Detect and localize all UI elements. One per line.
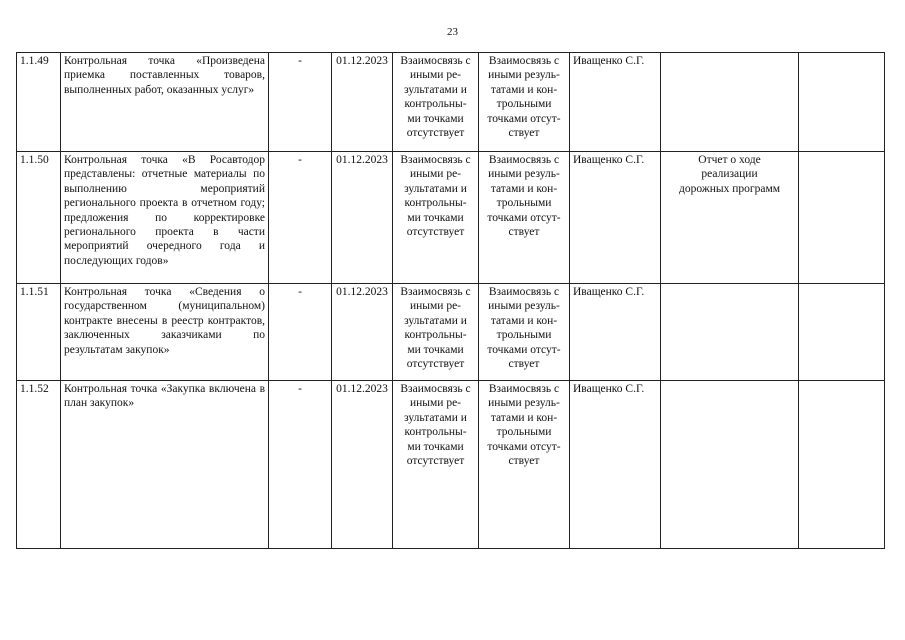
relation-results-cell: Взаимосвязь с иными ре- зультатами и контрольны- ми точками отсутствует — [393, 53, 479, 152]
relation-points-cell: Взаимосвязь с иными резуль- татами и кон- трольными точками отсут- ствует — [479, 284, 570, 381]
relation-results-cell: Взаимосвязь с иными ре- зультатами и контрольны- ми точками отсутствует — [393, 381, 479, 549]
control-point-name: Контрольная точка «Произведена приемка поставленных товаров, выполненных работ, оказанных услуг» — [61, 53, 269, 152]
row-number: 1.1.50 — [17, 152, 61, 284]
relation-results-cell: Взаимосвязь с иными ре- зультатами и контрольны- ми точками отсутствует — [393, 152, 479, 284]
document-cell — [661, 53, 799, 152]
table-row — [17, 152, 885, 284]
responsible-cell: Иващенко С.Г. — [570, 152, 661, 284]
row-number: 1.1.51 — [17, 284, 61, 381]
row-number: 1.1.52 — [17, 381, 61, 549]
table-row — [17, 381, 885, 549]
responsible-cell: Иващенко С.Г. — [570, 284, 661, 381]
responsible-cell: Иващенко С.Г. — [570, 53, 661, 152]
table-row — [17, 53, 885, 152]
document-cell: Отчет о ходе реализации дорожных программ — [661, 152, 799, 284]
control-point-name: Контрольная точка «В Росавтодор представлены: отчетные материалы по выполнению мероприятий регионального проекта в отчетном году; предложения по корректировке регионального проекта в части мероприятий очередного года и последующих годов» — [61, 152, 269, 284]
date-cell: 01.12.2023 — [332, 53, 393, 152]
date-cell: 01.12.2023 — [332, 381, 393, 549]
empty-cell — [799, 284, 885, 381]
document-cell — [661, 284, 799, 381]
relation-points-cell: Взаимосвязь с иными резуль- татами и кон- трольными точками отсут- ствует — [479, 152, 570, 284]
empty-cell — [799, 53, 885, 152]
dash-cell: - — [269, 381, 332, 549]
dash-cell: - — [269, 284, 332, 381]
dash-cell: - — [269, 152, 332, 284]
dash-cell: - — [269, 53, 332, 152]
control-point-name: Контрольная точка «Сведения о государственном (муниципальном) контракте внесены в реестр контрактов, заключенных заказчиками по результатам закупок» — [61, 284, 269, 381]
empty-cell — [799, 381, 885, 549]
relation-points-cell: Взаимосвязь с иными резуль- татами и кон- трольными точками отсут- ствует — [479, 53, 570, 152]
control-point-name: Контрольная точка «Закупка включена в план закупок» — [61, 381, 269, 549]
row-number: 1.1.49 — [17, 53, 61, 152]
document-cell — [661, 381, 799, 549]
responsible-cell: Иващенко С.Г. — [570, 381, 661, 549]
table-row — [17, 284, 885, 381]
date-cell: 01.12.2023 — [332, 152, 393, 284]
relation-points-cell: Взаимосвязь с иными резуль- татами и кон- трольными точками отсут- ствует — [479, 381, 570, 549]
page-number: 23 — [447, 26, 458, 38]
date-cell: 01.12.2023 — [332, 284, 393, 381]
empty-cell — [799, 152, 885, 284]
control-points-table — [16, 52, 885, 549]
relation-results-cell: Взаимосвязь с иными ре- зультатами и контрольны- ми точками отсутствует — [393, 284, 479, 381]
